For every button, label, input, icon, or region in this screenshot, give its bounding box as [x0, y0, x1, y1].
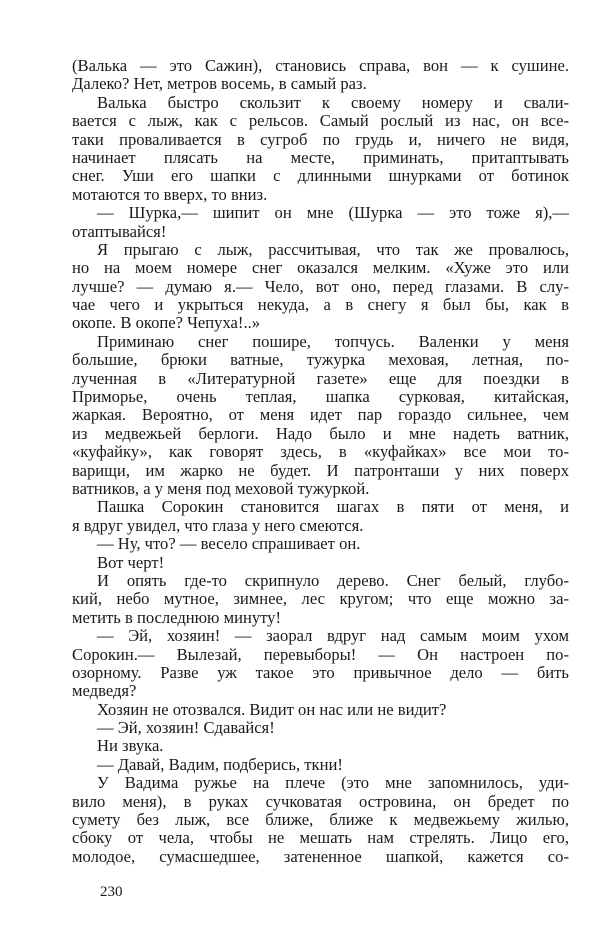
text-line: я вдруг увидел, что глаза у него смеются. [72, 515, 364, 535]
text-line: большие, брюки ватные, тужурка меховая, летная, по- [72, 351, 569, 370]
text-line: Я прыгаю с лыж, рассчитывая, что так же провалюсь, [97, 240, 569, 259]
book-page-text [72, 57, 569, 866]
text-line: лучше? — думаю я.— Чело, вот оно, перед глазами. В слу- [72, 277, 569, 296]
text-line: Вот черт! [97, 552, 165, 572]
text-line: метить в последнюю минуту! [72, 607, 282, 627]
text-line: — Эй, хозяин! Сдавайся! [97, 718, 275, 738]
text-line: таки проваливается в сугроб по грудь и, ничего не видя, [72, 130, 569, 149]
text-line: лученная в «Литературной газете» еще для поездки в [72, 369, 569, 388]
text-line: молодое, сумасшедшее, затененное шапкой, кажется со- [72, 847, 569, 866]
text-line: — Эй, хозяин! — заорал вдруг над самым моим ухом [97, 627, 569, 646]
text-line: чае чего и укрыться некуда, а в снегу я был бы, как в [72, 296, 569, 315]
text-line: варищи, им жарко не будет. И патронташи у них поверх [72, 461, 569, 480]
text-line: сумету без лыж, все ближе, ближе к медвежьему жилью, [72, 811, 569, 830]
text-line: Далеко? Нет, метров восемь, в самый раз. [72, 74, 367, 94]
text-line: Хозяин не отозвался. Видит он нас или не видит? [97, 699, 447, 719]
text-line: вило меня), в руках сучковатая островина, он бредет по [72, 792, 569, 811]
text-line: — Ну, что? — весело спрашивает он. [97, 534, 361, 554]
text-line: озорному. Разве уж такое это привычное дело — бить [72, 663, 569, 682]
text-line: Валька быстро скользит к своему номеру и свали- [97, 93, 569, 112]
text-line: но на моем номере снег оказался мелким. «Хуже это или [72, 259, 569, 278]
text-line: ватников, а у меня под меховой тужуркой. [72, 478, 370, 498]
text-line: «куфайку», как говорят здесь, в «куфайках» все мои то- [72, 443, 569, 462]
text-line: (Валька — это Сажин), становись справа, вон — к сушине. [72, 57, 569, 75]
text-line: вается с лыж, как с рельсов. Самый рослый из нас, он все- [72, 112, 569, 131]
text-line: снег. Уши его шапки с длинными шнурками от ботинок [72, 167, 569, 186]
text-line: окопе. В окопе? Чепуха!..» [72, 313, 261, 333]
text-line: медведя? [72, 681, 137, 701]
text-line: из медвежьей берлоги. Надо было и мне надеть ватник, [72, 424, 569, 443]
text-line: Ни звука. [97, 736, 164, 756]
page-number: 230 [100, 884, 123, 900]
text-line: И опять где-то скрипнуло дерево. Снег белый, глубо- [97, 571, 569, 590]
text-line: сбоку от чела, чтобы не мешать нам стрелять. Лицо его, [72, 829, 569, 848]
text-line: Сорокин.— Вылезай, перевыборы! — Он настроен по- [72, 645, 569, 664]
text-line: — Давай, Вадим, подберись, ткни! [97, 754, 343, 774]
text-line: начинает плясать на месте, приминать, притаптывать [72, 148, 569, 167]
text-line: Пашка Сорокин становится шагах в пяти от меня, и [97, 498, 569, 517]
text-line: отаптывайся! [72, 221, 167, 241]
text-line: — Шурка,— шипит он мне (Шурка — это тоже я),— [97, 204, 569, 223]
text-line: кий, небо мутное, зимнее, лес кругом; что еще можно за- [72, 590, 569, 609]
text-line: У Вадима ружье на плече (это мне запомнилось, уди- [97, 774, 569, 793]
text-line: жаркая. Вероятно, от меня идет пар гораздо сильнее, чем [72, 406, 569, 425]
text-line: мотаются то вверх, то вниз. [72, 184, 268, 204]
text-line: Приморье, очень теплая, шапка сурковая, китайская, [72, 388, 569, 407]
text-line: Приминаю снег пошире, топчусь. Валенки у меня [97, 332, 569, 351]
